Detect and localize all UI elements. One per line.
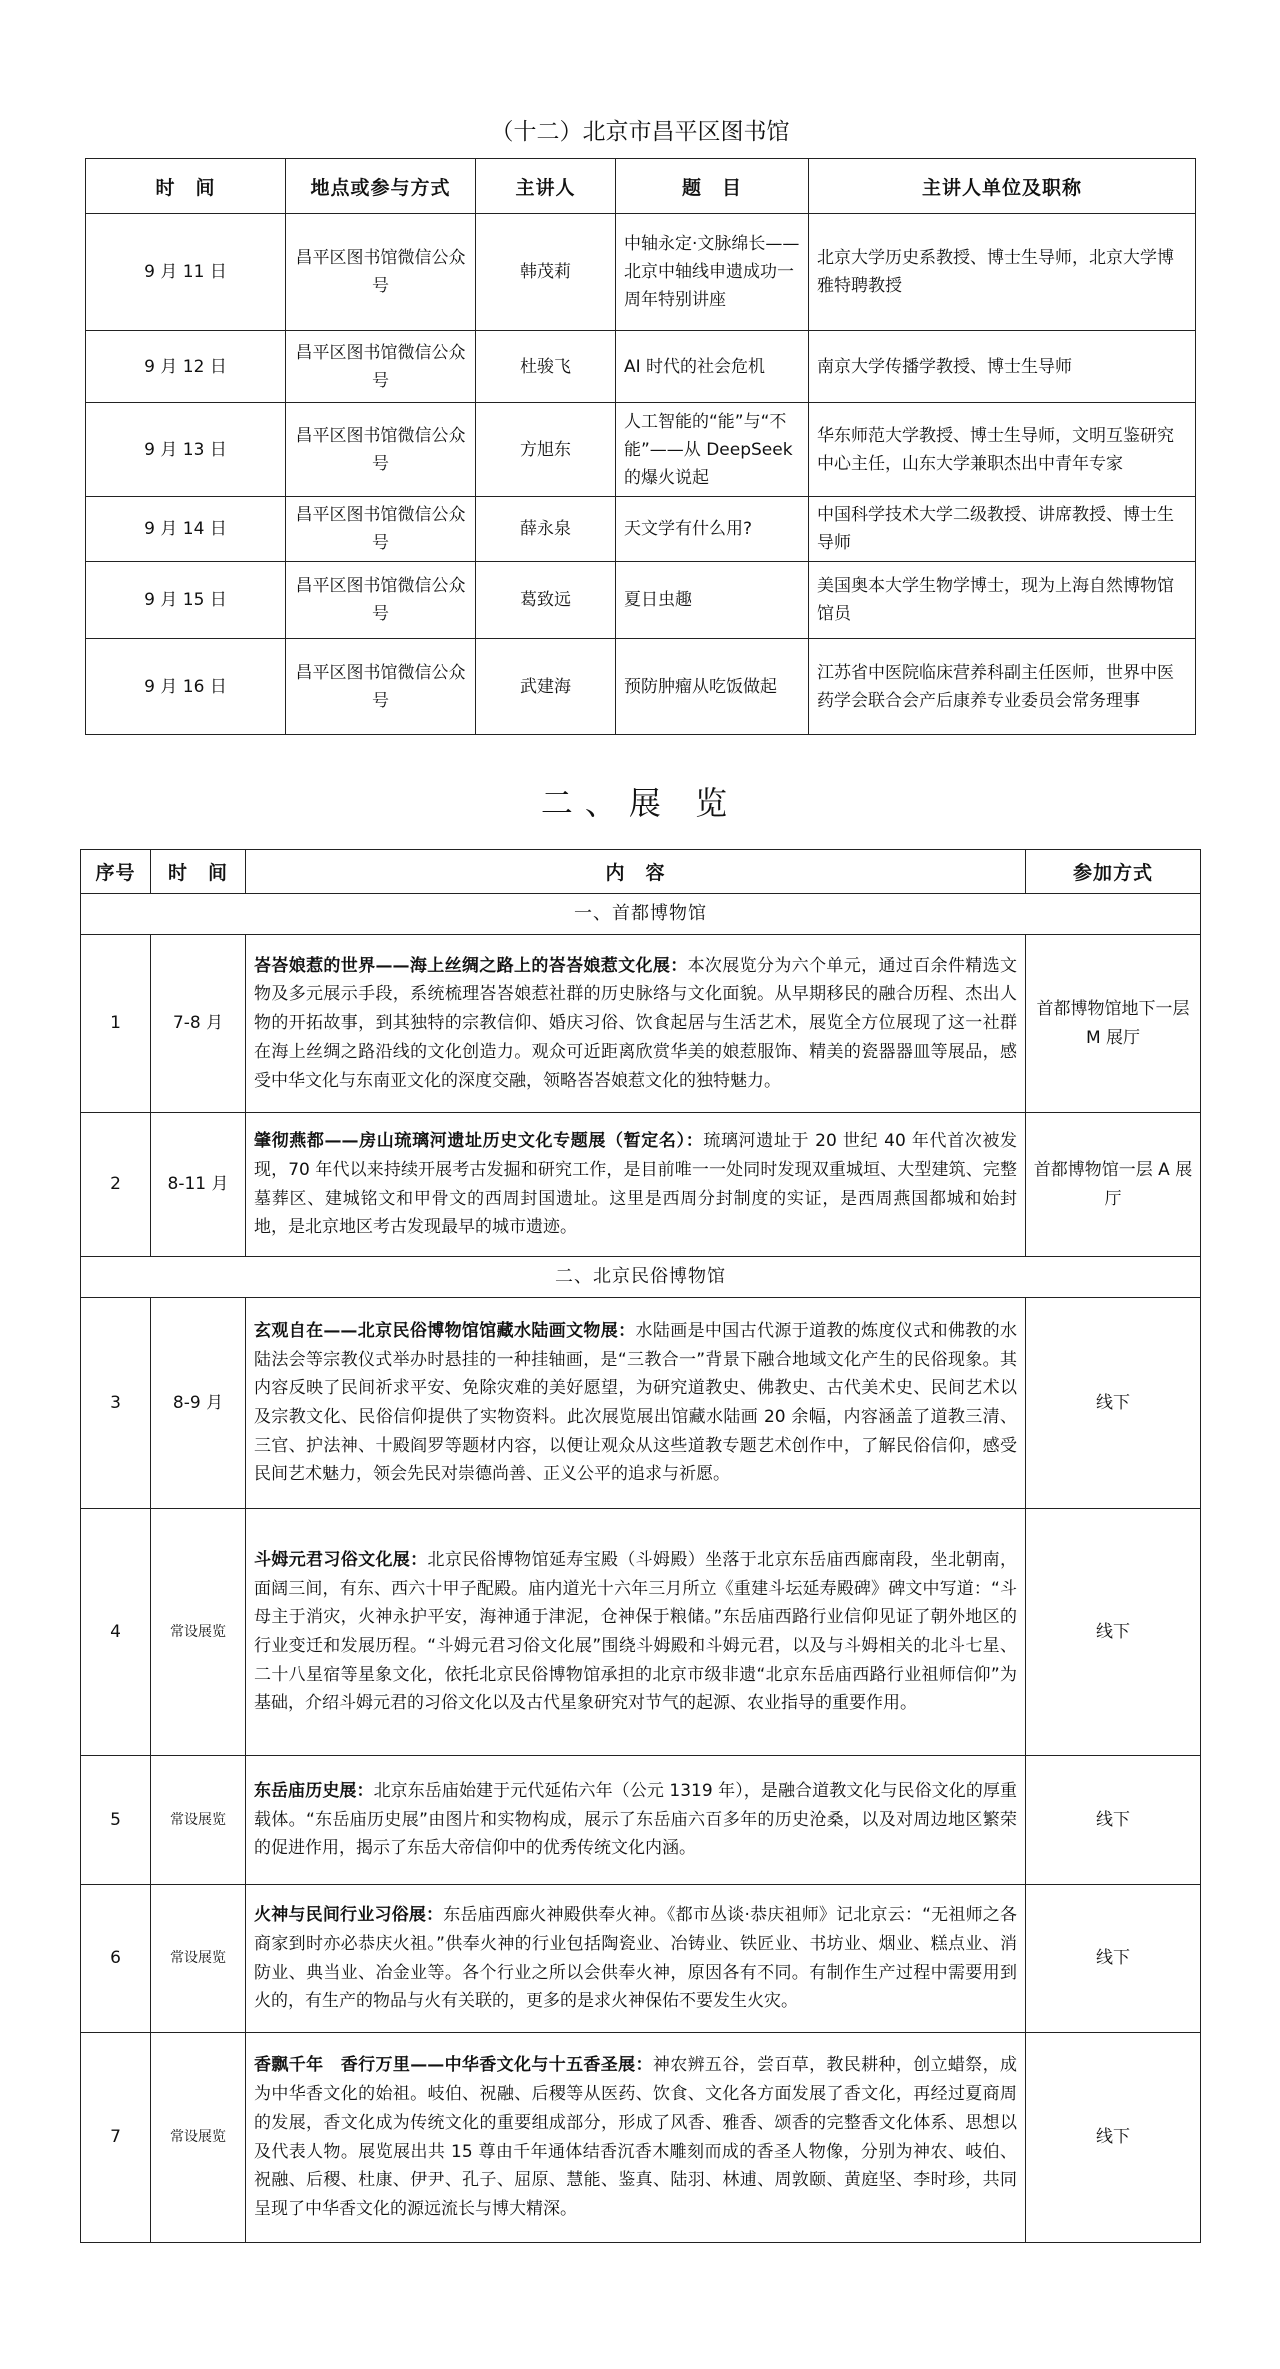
exhibition-section-title: 二、展 览 <box>540 784 740 822</box>
exhibition-heading: 斗姆元君习俗文化展： <box>254 1549 428 1570</box>
table-row <box>81 1298 1201 1509</box>
table-row <box>86 562 1196 639</box>
exhibition-heading: 火神与民间行业习俗展： <box>254 1905 444 1926</box>
row-time: 7-8 月 <box>151 935 246 1113</box>
row-number: 7 <box>81 2033 151 2243</box>
row-content <box>246 1756 1026 1885</box>
library-lecture-table <box>85 158 1196 735</box>
row-participation: 首都博物馆一层 A 展厅 <box>1026 1113 1201 1257</box>
row-number: 1 <box>81 935 151 1113</box>
exhibition-heading: 肇彻燕都——房山琉璃河遗址历史文化专题展（暂定名）： <box>254 1131 704 1152</box>
exhibition-heading: 峇峇娘惹的世界——海上丝绸之路上的峇峇娘惹文化展： <box>254 955 688 976</box>
lecture-date: 9 月 13 日 <box>86 403 286 497</box>
row-time: 常设展览 <box>151 2033 246 2243</box>
row-participation: 线下 <box>1026 1885 1201 2033</box>
speaker-title: 中国科学技术大学二级教授、讲席教授、博士生导师 <box>809 497 1196 562</box>
group-row <box>81 1257 1201 1298</box>
row-number: 3 <box>81 1298 151 1509</box>
lecture-venue: 昌平区图书馆微信公众号 <box>286 497 476 562</box>
row-number: 5 <box>81 1756 151 1885</box>
exhibition-description: 神农辨五谷，尝百草，教民耕种，创立蜡祭，成为中华香文化的始祖。岐伯、祝融、后稷等从医药、饮食、文化各方面发展了香文化，再经过夏商周的发展，香文化成为传统文化的重要组成部分，形成了风香、雅香、颂香的完整香文化体系、思想以及代表人物。展览展出共 15 尊由千年通体结香沉香木雕刻而成的香圣人物像，分别为神农、岐伯、祝融、后稷、杜康、伊尹、孔子、屈原、慧能、鉴真、陆羽、林逋、周敦颐、黄庭坚、李时珍，共同呈现了中华香文化的源远流长与博大精深。 <box>254 2055 1018 2219</box>
lecture-date: 9 月 12 日 <box>86 331 286 403</box>
lecture-date: 9 月 11 日 <box>86 214 286 331</box>
header-venue: 地点或参与方式 <box>286 159 476 214</box>
table-row <box>81 1113 1201 1257</box>
speaker-title: 江苏省中医院临床营养科副主任医师，世界中医药学会联合会产后康养专业委员会常务理事 <box>809 639 1196 735</box>
lecture-topic: AI 时代的社会危机 <box>616 331 809 403</box>
row-participation: 线下 <box>1026 1756 1201 1885</box>
exhibition-description: 琉璃河遗址于 20 世纪 40 年代首次被发现，70 年代以来持续开展考古发掘和研究工作，是目前唯一一处同时发现双重城垣、大型建筑、完整墓葬区、建城铭文和甲骨文的西周封国遗址。这里是西周分封制度的实证，是西周燕国都城和始封地，是北京地区考古发现最早的城市遗迹。 <box>254 1131 1017 1238</box>
row-participation: 线下 <box>1026 1509 1201 1756</box>
table-header-row <box>86 159 1196 214</box>
group-capital-museum: 一、首都博物馆 <box>81 894 1201 935</box>
library-section-title: （十二）北京市昌平区图书馆 <box>490 119 790 145</box>
lecture-venue: 昌平区图书馆微信公众号 <box>286 331 476 403</box>
table-row <box>86 403 1196 497</box>
row-content <box>246 1509 1026 1756</box>
header-topic: 题 目 <box>616 159 809 214</box>
row-time: 常设展览 <box>151 1756 246 1885</box>
lecture-speaker: 杜骏飞 <box>476 331 616 403</box>
exhibition-heading: 东岳庙历史展： <box>254 1780 374 1801</box>
exhibition-description: 北京东岳庙始建于元代延佑六年（公元 1319 年），是融合道教文化与民俗文化的厚重载体。“东岳庙历史展”由图片和实物构成，展示了东岳庙六百多年的历史沧桑，以及对周边地区繁荣的促进作用，揭示了东岳大帝信仰中的优秀传统文化内涵。 <box>254 1780 1017 1859</box>
exhibition-heading: 香飘千年 香行万里——中华香文化与十五香圣展： <box>254 2055 653 2076</box>
row-number: 2 <box>81 1113 151 1257</box>
lecture-venue: 昌平区图书馆微信公众号 <box>286 403 476 497</box>
speaker-title: 美国奥本大学生物学博士，现为上海自然博物馆馆员 <box>809 562 1196 639</box>
lecture-date: 9 月 16 日 <box>86 639 286 735</box>
lecture-date: 9 月 15 日 <box>86 562 286 639</box>
table-row <box>81 1756 1201 1885</box>
row-content <box>246 1885 1026 2033</box>
group-row <box>81 894 1201 935</box>
lecture-venue: 昌平区图书馆微信公众号 <box>286 639 476 735</box>
exhibition-description: 水陆画是中国古代源于道教的炼度仪式和佛教的水陆法会等宗教仪式举办时悬挂的一种挂轴画，是“三教合一”背景下融合地域文化产生的民俗现象。其内容反映了民间祈求平安、免除灾难的美好愿望，为研究道教史、佛教史、古代美术史、民间艺术以及宗教文化、民俗信仰提供了实物资料。此次展览展出馆藏水陆画 20 余幅，内容涵盖了道教三清、三官、护法神、十殿阎罗等题材内容，以便让观众从这些道教专题艺术创作中，了解民俗信仰，感受民间艺术魅力，领会先民对崇德尚善、正义公平的追求与祈愿。 <box>254 1320 1018 1485</box>
exhibition-table <box>80 849 1201 2243</box>
row-number: 6 <box>81 1885 151 2033</box>
row-time: 常设展览 <box>151 1509 246 1756</box>
table-header-row <box>81 850 1201 894</box>
exhibition-description: 北京民俗博物馆延寿宝殿（斗姆殿）坐落于北京东岳庙西廊南段，坐北朝南，面阔三间，有东、西六十甲子配殿。庙内道光十六年三月所立《重建斗坛延寿殿碑》碑文中写道：“斗母主于消灾，火神永护平安，海神通于津泥，仓神保于粮储。”东岳庙西路行业信仰见证了朝外地区的行业变迁和发展历程。“斗姆元君习俗文化展”围绕斗姆殿和斗姆元君，以及与斗姆相关的北斗七星、二十八星宿等星象文化，依托北京民俗博物馆承担的北京市级非遗“北京东岳庙西路行业祖师信仰”为基础，介绍斗姆元君的习俗文化以及古代星象研究对节气的起源、农业指导的重要作用。 <box>254 1549 1018 1714</box>
table-row <box>86 331 1196 403</box>
row-participation: 首都博物馆地下一层 M 展厅 <box>1026 935 1201 1113</box>
lecture-speaker: 方旭东 <box>476 403 616 497</box>
lecture-speaker: 薛永泉 <box>476 497 616 562</box>
speaker-title: 华东师范大学教授、博士生导师，文明互鉴研究中心主任，山东大学兼职杰出中青年专家 <box>809 403 1196 497</box>
table-row <box>86 639 1196 735</box>
row-content <box>246 1298 1026 1509</box>
header-time: 时 间 <box>151 850 246 894</box>
exhibition-description: 东岳庙西廊火神殿供奉火神。《都市丛谈·恭庆祖师》记北京云：“无祖师之各商家到时亦必恭庆火祖。”供奉火神的行业包括陶瓷业、冶铸业、铁匠业、书坊业、烟业、糕点业、消防业、典当业、冶金业等。各个行业之所以会供奉火神，原因各有不同。有制作生产过程中需要用到火的，有生产的物品与火有关联的，更多的是求火神保佑不要发生火灾。 <box>254 1905 1018 2012</box>
header-number: 序号 <box>81 850 151 894</box>
row-participation: 线下 <box>1026 2033 1201 2243</box>
lecture-date: 9 月 14 日 <box>86 497 286 562</box>
header-participation: 参加方式 <box>1026 850 1201 894</box>
row-content <box>246 935 1026 1113</box>
exhibition-heading: 玄观自在——北京民俗博物馆馆藏水陆画文物展： <box>254 1320 636 1341</box>
lecture-venue: 昌平区图书馆微信公众号 <box>286 214 476 331</box>
lecture-speaker: 武建海 <box>476 639 616 735</box>
lecture-speaker: 葛致远 <box>476 562 616 639</box>
table-row <box>81 1885 1201 2033</box>
row-time: 8-9 月 <box>151 1298 246 1509</box>
row-number: 4 <box>81 1509 151 1756</box>
lecture-topic: 天文学有什么用? <box>616 497 809 562</box>
header-content: 内 容 <box>246 850 1026 894</box>
lecture-venue: 昌平区图书馆微信公众号 <box>286 562 476 639</box>
table-row <box>86 214 1196 331</box>
lecture-topic: 中轴永定·文脉绵长——北京中轴线申遗成功一周年特别讲座 <box>616 214 809 331</box>
lecture-topic: 夏日虫趣 <box>616 562 809 639</box>
exhibition-description: 本次展览分为六个单元，通过百余件精选文物及多元展示手段，系统梳理峇峇娘惹社群的历史脉络与文化面貌。从早期移民的融合历程、杰出人物的开拓故事，到其独特的宗教信仰、婚庆习俗、饮食起居与生活艺术，展览全方位展现了这一社群在海上丝绸之路沿线的文化创造力。观众可近距离欣赏华美的娘惹服饰、精美的瓷器器皿等展品，感受中华文化与东南亚文化的深度交融，领略峇峇娘惹文化的独特魅力。 <box>254 955 1018 1091</box>
lecture-speaker: 韩茂莉 <box>476 214 616 331</box>
header-speaker-title: 主讲人单位及职称 <box>809 159 1196 214</box>
row-participation: 线下 <box>1026 1298 1201 1509</box>
row-content <box>246 2033 1026 2243</box>
table-row <box>81 935 1201 1113</box>
lecture-topic: 人工智能的“能”与“不能”——从 DeepSeek 的爆火说起 <box>616 403 809 497</box>
row-time: 常设展览 <box>151 1885 246 2033</box>
table-row <box>81 1509 1201 1756</box>
row-content <box>246 1113 1026 1257</box>
table-row <box>81 2033 1201 2243</box>
table-row <box>86 497 1196 562</box>
lecture-topic: 预防肿瘤从吃饭做起 <box>616 639 809 735</box>
speaker-title: 南京大学传播学教授、博士生导师 <box>809 331 1196 403</box>
header-time: 时 间 <box>86 159 286 214</box>
speaker-title: 北京大学历史系教授、博士生导师，北京大学博雅特聘教授 <box>809 214 1196 331</box>
row-time: 8-11 月 <box>151 1113 246 1257</box>
header-speaker: 主讲人 <box>476 159 616 214</box>
group-folk-museum: 二、北京民俗博物馆 <box>81 1257 1201 1298</box>
